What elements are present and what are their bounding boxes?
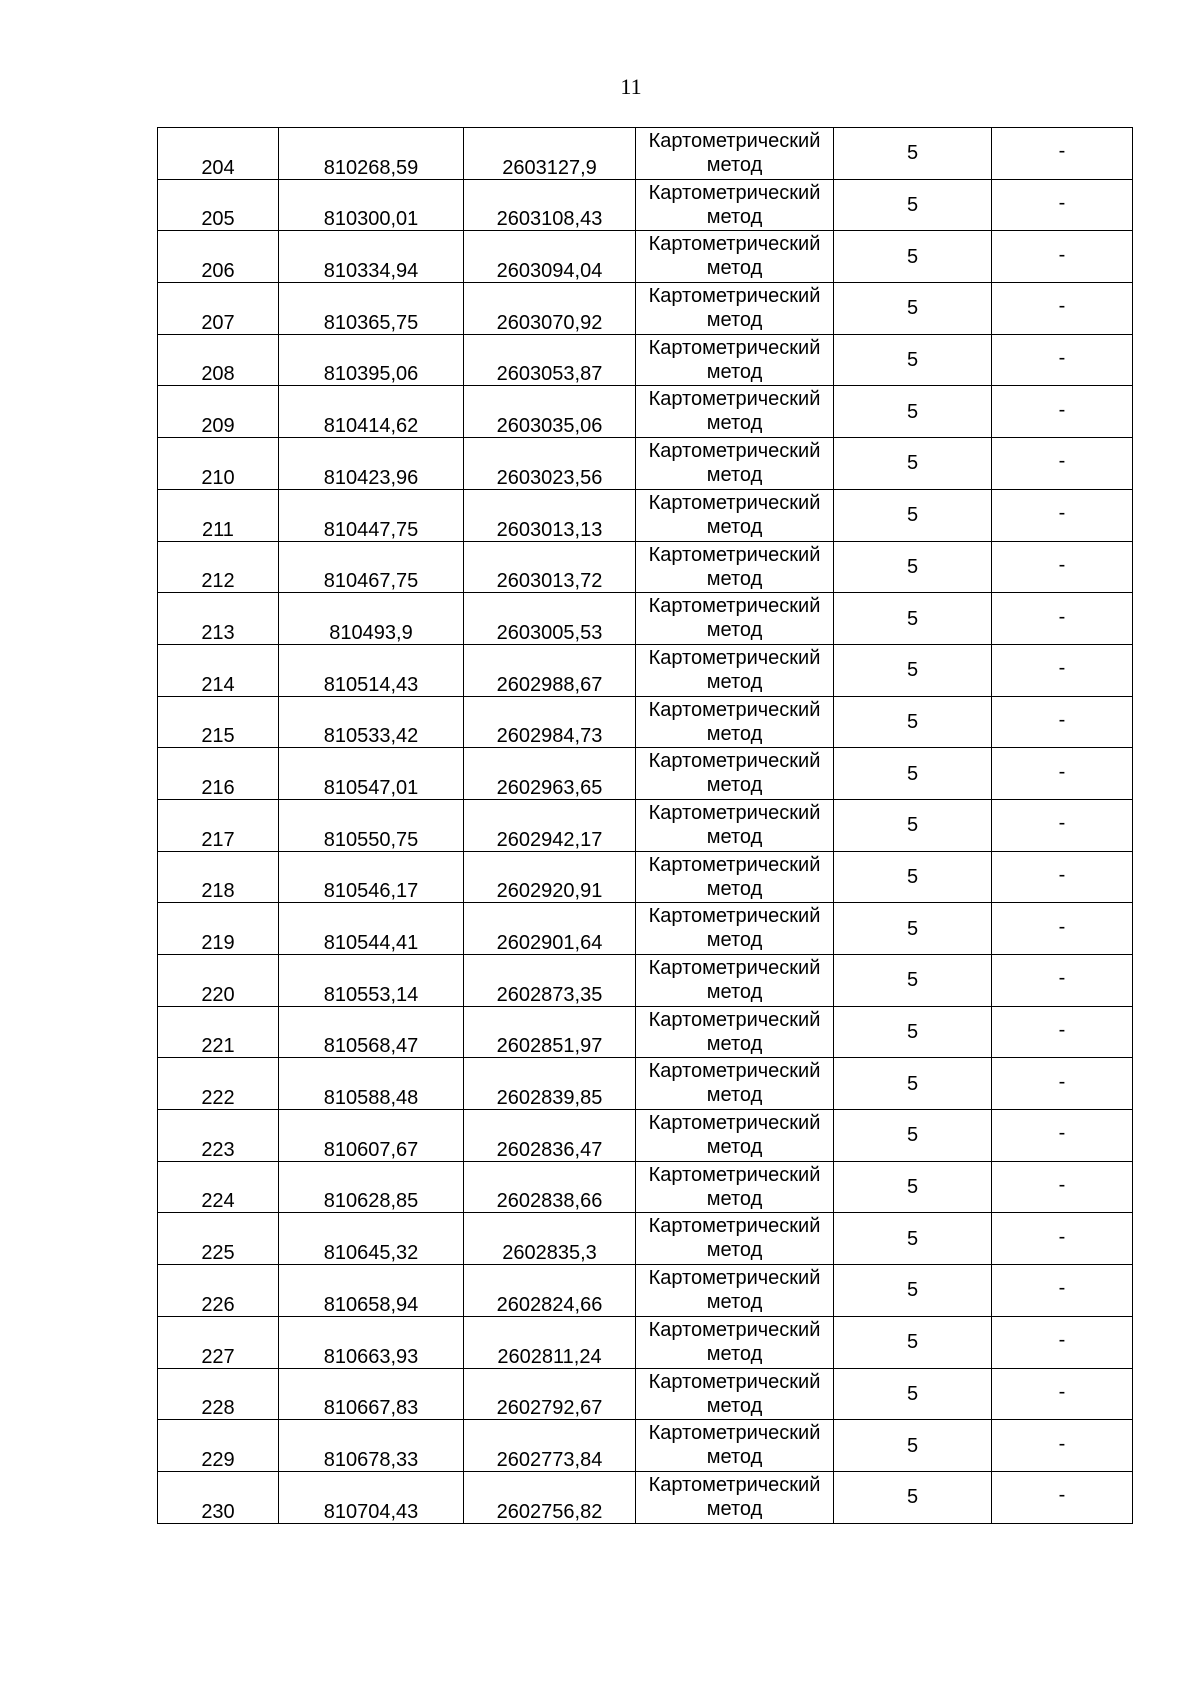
note-cell xyxy=(992,489,1133,541)
method-line-2: метод xyxy=(706,567,763,590)
method-line-1: Картометрический xyxy=(648,1163,821,1186)
method-line-1: Картометрический xyxy=(648,285,821,308)
accuracy-cell: 5 xyxy=(834,283,992,335)
accuracy-cell: 5 xyxy=(834,1316,992,1368)
method-line-2: метод xyxy=(706,464,763,487)
y-coordinate-cell: 2602920,91 xyxy=(464,851,636,903)
note-cell xyxy=(992,1420,1133,1472)
x-coordinate-cell: 810667,83 xyxy=(279,1368,464,1420)
note-text: - xyxy=(1058,812,1066,835)
method-cell xyxy=(636,179,834,231)
method-cell xyxy=(636,386,834,438)
method-line-1: Картометрический xyxy=(648,1267,821,1290)
method-line-1: Картометрический xyxy=(648,440,821,463)
method-cell xyxy=(636,903,834,955)
y-coordinate-cell: 2603094,04 xyxy=(464,231,636,283)
point-number-cell: 213 xyxy=(158,593,279,645)
method-line-2: метод xyxy=(706,1446,763,1469)
note-cell xyxy=(992,851,1133,903)
note-text: - xyxy=(1058,967,1066,990)
point-number-cell: 208 xyxy=(158,334,279,386)
x-coordinate-cell: 810553,14 xyxy=(279,955,464,1007)
note-text: - xyxy=(1058,1329,1066,1352)
y-coordinate-cell: 2602963,65 xyxy=(464,748,636,800)
method-line-1: Картометрический xyxy=(648,388,821,411)
note-cell xyxy=(992,231,1133,283)
method-cell xyxy=(636,128,834,180)
note-text: - xyxy=(1058,1277,1066,1300)
y-coordinate-cell: 2602851,97 xyxy=(464,1006,636,1058)
method-cell xyxy=(636,644,834,696)
method-line-2: метод xyxy=(706,1497,763,1520)
note-cell xyxy=(992,1265,1133,1317)
note-cell xyxy=(992,799,1133,851)
y-coordinate-cell: 2602838,66 xyxy=(464,1161,636,1213)
y-coordinate-cell: 2603023,56 xyxy=(464,438,636,490)
accuracy-cell: 5 xyxy=(834,644,992,696)
method-line-1: Картометрический xyxy=(648,646,821,669)
note-text: - xyxy=(1058,450,1066,473)
method-line-2: метод xyxy=(706,1187,763,1210)
note-cell xyxy=(992,1161,1133,1213)
table-row xyxy=(158,1471,1133,1523)
method-line-1: Картометрический xyxy=(648,336,821,359)
method-cell xyxy=(636,1316,834,1368)
method-cell xyxy=(636,541,834,593)
method-cell xyxy=(636,1058,834,1110)
note-cell xyxy=(992,128,1133,180)
table-row xyxy=(158,489,1133,541)
note-text: - xyxy=(1058,708,1066,731)
method-line-1: Картометрический xyxy=(648,698,821,721)
note-text: - xyxy=(1058,915,1066,938)
method-line-1: Картометрический xyxy=(648,1422,821,1445)
table-row xyxy=(158,1420,1133,1472)
note-text: - xyxy=(1058,1122,1066,1145)
method-line-1: Картометрический xyxy=(648,957,821,979)
table-row xyxy=(158,1058,1133,1110)
table-row xyxy=(158,593,1133,645)
method-line-1: Картометрический xyxy=(648,1112,821,1135)
accuracy-cell: 5 xyxy=(834,128,992,180)
point-number-cell: 220 xyxy=(158,955,279,1007)
method-cell xyxy=(636,1265,834,1317)
method-line-1: Картометрический xyxy=(648,595,821,618)
accuracy-cell: 5 xyxy=(834,1006,992,1058)
note-cell xyxy=(992,593,1133,645)
note-cell xyxy=(992,955,1133,1007)
method-line-1: Картометрический xyxy=(648,491,821,514)
method-cell xyxy=(636,1420,834,1472)
method-line-2: метод xyxy=(706,1342,763,1365)
table-row xyxy=(158,696,1133,748)
accuracy-cell: 5 xyxy=(834,541,992,593)
accuracy-cell: 5 xyxy=(834,438,992,490)
accuracy-cell: 5 xyxy=(834,903,992,955)
table-row xyxy=(158,1213,1133,1265)
method-line-1: Картометрический xyxy=(648,1060,821,1083)
method-line-2: метод xyxy=(706,877,763,900)
note-text: - xyxy=(1058,347,1066,370)
method-cell xyxy=(636,748,834,800)
method-line-2: метод xyxy=(706,412,763,435)
y-coordinate-cell: 2603005,53 xyxy=(464,593,636,645)
x-coordinate-cell: 810704,43 xyxy=(279,1471,464,1523)
note-cell xyxy=(992,541,1133,593)
x-coordinate-cell: 810607,67 xyxy=(279,1110,464,1162)
y-coordinate-cell: 2602811,24 xyxy=(464,1316,636,1368)
y-coordinate-cell: 2602839,85 xyxy=(464,1058,636,1110)
note-text: - xyxy=(1058,553,1066,576)
y-coordinate-cell: 2602984,73 xyxy=(464,696,636,748)
coordinates-table-body xyxy=(158,128,1133,1524)
method-line-2: метод xyxy=(706,309,763,332)
note-cell xyxy=(992,386,1133,438)
method-line-2: метод xyxy=(706,670,763,693)
table-row xyxy=(158,231,1133,283)
method-line-1: Картометрический xyxy=(648,130,821,152)
table-row xyxy=(158,1316,1133,1368)
method-line-1: Картометрический xyxy=(648,543,821,566)
point-number-cell: 215 xyxy=(158,696,279,748)
point-number-cell: 218 xyxy=(158,851,279,903)
method-line-1: Картометрический xyxy=(648,1008,821,1031)
accuracy-cell: 5 xyxy=(834,1420,992,1472)
note-cell xyxy=(992,1368,1133,1420)
x-coordinate-cell: 810447,75 xyxy=(279,489,464,541)
accuracy-cell: 5 xyxy=(834,231,992,283)
y-coordinate-cell: 2602824,66 xyxy=(464,1265,636,1317)
table-row xyxy=(158,903,1133,955)
accuracy-cell: 5 xyxy=(834,334,992,386)
x-coordinate-cell: 810544,41 xyxy=(279,903,464,955)
point-number-cell: 211 xyxy=(158,489,279,541)
note-text: - xyxy=(1058,1019,1066,1042)
method-cell xyxy=(636,696,834,748)
point-number-cell: 219 xyxy=(158,903,279,955)
note-cell xyxy=(992,334,1133,386)
x-coordinate-cell: 810414,62 xyxy=(279,386,464,438)
method-line-1: Картометрический xyxy=(648,1370,821,1393)
table-row xyxy=(158,1110,1133,1162)
x-coordinate-cell: 810568,47 xyxy=(279,1006,464,1058)
accuracy-cell: 5 xyxy=(834,1161,992,1213)
method-line-2: метод xyxy=(706,1032,763,1055)
method-line-1: Картометрический xyxy=(648,233,821,256)
point-number-cell: 212 xyxy=(158,541,279,593)
x-coordinate-cell: 810423,96 xyxy=(279,438,464,490)
table-row xyxy=(158,438,1133,490)
accuracy-cell: 5 xyxy=(834,851,992,903)
point-number-cell: 228 xyxy=(158,1368,279,1420)
y-coordinate-cell: 2603013,13 xyxy=(464,489,636,541)
method-line-2: метод xyxy=(706,722,763,745)
accuracy-cell: 5 xyxy=(834,955,992,1007)
x-coordinate-cell: 810546,17 xyxy=(279,851,464,903)
y-coordinate-cell: 2602901,64 xyxy=(464,903,636,955)
method-line-2: метод xyxy=(706,825,763,848)
method-line-2: метод xyxy=(706,154,763,176)
note-text: - xyxy=(1058,863,1066,886)
method-line-2: метод xyxy=(706,1394,763,1417)
accuracy-cell: 5 xyxy=(834,386,992,438)
note-text: - xyxy=(1058,1380,1066,1403)
method-line-1: Картометрический xyxy=(648,181,821,204)
note-text: - xyxy=(1058,605,1066,628)
method-line-2: метод xyxy=(706,929,763,952)
method-line-1: Картометрический xyxy=(648,801,821,824)
note-cell xyxy=(992,1110,1133,1162)
x-coordinate-cell: 810365,75 xyxy=(279,283,464,335)
note-cell xyxy=(992,1058,1133,1110)
method-cell xyxy=(636,1213,834,1265)
method-line-2: метод xyxy=(706,1136,763,1159)
y-coordinate-cell: 2602835,3 xyxy=(464,1213,636,1265)
method-line-1: Картометрический xyxy=(648,750,821,773)
method-line-2: метод xyxy=(706,205,763,228)
method-line-1: Картометрический xyxy=(648,1473,821,1496)
note-text: - xyxy=(1058,295,1066,318)
accuracy-cell: 5 xyxy=(834,696,992,748)
point-number-cell: 229 xyxy=(158,1420,279,1472)
note-text: - xyxy=(1058,243,1066,266)
method-line-2: метод xyxy=(706,1239,763,1262)
method-cell xyxy=(636,1006,834,1058)
point-number-cell: 225 xyxy=(158,1213,279,1265)
method-line-1: Картометрический xyxy=(648,1318,821,1341)
point-number-cell: 227 xyxy=(158,1316,279,1368)
accuracy-cell: 5 xyxy=(834,593,992,645)
table-row xyxy=(158,1265,1133,1317)
table-row xyxy=(158,1368,1133,1420)
method-cell xyxy=(636,955,834,1007)
y-coordinate-cell: 2603053,87 xyxy=(464,334,636,386)
note-text: - xyxy=(1058,502,1066,525)
x-coordinate-cell: 810493,9 xyxy=(279,593,464,645)
method-line-2: метод xyxy=(706,1291,763,1314)
method-cell xyxy=(636,283,834,335)
method-line-2: метод xyxy=(706,257,763,280)
point-number-cell: 206 xyxy=(158,231,279,283)
method-cell xyxy=(636,1110,834,1162)
x-coordinate-cell: 810467,75 xyxy=(279,541,464,593)
note-cell xyxy=(992,696,1133,748)
method-cell xyxy=(636,438,834,490)
point-number-cell: 207 xyxy=(158,283,279,335)
x-coordinate-cell: 810550,75 xyxy=(279,799,464,851)
x-coordinate-cell: 810645,32 xyxy=(279,1213,464,1265)
table-row xyxy=(158,1006,1133,1058)
y-coordinate-cell: 2602942,17 xyxy=(464,799,636,851)
note-cell xyxy=(992,644,1133,696)
point-number-cell: 221 xyxy=(158,1006,279,1058)
table-row xyxy=(158,128,1133,180)
x-coordinate-cell: 810533,42 xyxy=(279,696,464,748)
y-coordinate-cell: 2602988,67 xyxy=(464,644,636,696)
note-text: - xyxy=(1058,760,1066,783)
accuracy-cell: 5 xyxy=(834,1471,992,1523)
table-row xyxy=(158,851,1133,903)
accuracy-cell: 5 xyxy=(834,1058,992,1110)
x-coordinate-cell: 810658,94 xyxy=(279,1265,464,1317)
method-line-1: Картометрический xyxy=(648,853,821,876)
point-number-cell: 216 xyxy=(158,748,279,800)
note-text: - xyxy=(1058,398,1066,421)
y-coordinate-cell: 2602792,67 xyxy=(464,1368,636,1420)
accuracy-cell: 5 xyxy=(834,1213,992,1265)
point-number-cell: 209 xyxy=(158,386,279,438)
method-cell xyxy=(636,1161,834,1213)
note-cell xyxy=(992,903,1133,955)
table-row xyxy=(158,955,1133,1007)
point-number-cell: 217 xyxy=(158,799,279,851)
point-number-cell: 214 xyxy=(158,644,279,696)
y-coordinate-cell: 2603013,72 xyxy=(464,541,636,593)
x-coordinate-cell: 810678,33 xyxy=(279,1420,464,1472)
y-coordinate-cell: 2603108,43 xyxy=(464,179,636,231)
x-coordinate-cell: 810547,01 xyxy=(279,748,464,800)
point-number-cell: 230 xyxy=(158,1471,279,1523)
method-cell xyxy=(636,1368,834,1420)
x-coordinate-cell: 810300,01 xyxy=(279,179,464,231)
note-cell xyxy=(992,748,1133,800)
y-coordinate-cell: 2603127,9 xyxy=(464,128,636,180)
method-cell xyxy=(636,799,834,851)
note-text: - xyxy=(1058,1174,1066,1197)
point-number-cell: 226 xyxy=(158,1265,279,1317)
method-cell xyxy=(636,593,834,645)
table-row xyxy=(158,334,1133,386)
method-cell xyxy=(636,231,834,283)
table-row xyxy=(158,644,1133,696)
note-cell xyxy=(992,179,1133,231)
note-cell xyxy=(992,1316,1133,1368)
table-row xyxy=(158,179,1133,231)
method-cell xyxy=(636,334,834,386)
table-row xyxy=(158,283,1133,335)
y-coordinate-cell: 2602836,47 xyxy=(464,1110,636,1162)
method-line-2: метод xyxy=(706,981,763,1003)
table-row xyxy=(158,799,1133,851)
note-text: - xyxy=(1058,192,1066,215)
table-row xyxy=(158,748,1133,800)
accuracy-cell: 5 xyxy=(834,179,992,231)
y-coordinate-cell: 2602773,84 xyxy=(464,1420,636,1472)
note-text: - xyxy=(1058,1484,1066,1507)
accuracy-cell: 5 xyxy=(834,489,992,541)
method-cell xyxy=(636,1471,834,1523)
method-cell xyxy=(636,851,834,903)
note-text: - xyxy=(1058,657,1066,680)
x-coordinate-cell: 810628,85 xyxy=(279,1161,464,1213)
accuracy-cell: 5 xyxy=(834,1265,992,1317)
note-cell xyxy=(992,438,1133,490)
note-text: - xyxy=(1058,1432,1066,1455)
point-number-cell: 223 xyxy=(158,1110,279,1162)
point-number-cell: 222 xyxy=(158,1058,279,1110)
method-cell xyxy=(636,489,834,541)
y-coordinate-cell: 2602873,35 xyxy=(464,955,636,1007)
accuracy-cell: 5 xyxy=(834,1110,992,1162)
method-line-1: Картометрический xyxy=(648,905,821,928)
point-number-cell: 224 xyxy=(158,1161,279,1213)
x-coordinate-cell: 810334,94 xyxy=(279,231,464,283)
accuracy-cell: 5 xyxy=(834,799,992,851)
note-cell xyxy=(992,1471,1133,1523)
accuracy-cell: 5 xyxy=(834,748,992,800)
note-text: - xyxy=(1058,140,1066,163)
x-coordinate-cell: 810663,93 xyxy=(279,1316,464,1368)
y-coordinate-cell: 2603035,06 xyxy=(464,386,636,438)
method-line-2: метод xyxy=(706,360,763,383)
x-coordinate-cell: 810588,48 xyxy=(279,1058,464,1110)
x-coordinate-cell: 810395,06 xyxy=(279,334,464,386)
point-number-cell: 204 xyxy=(158,128,279,180)
method-line-2: метод xyxy=(706,1084,763,1107)
y-coordinate-cell: 2602756,82 xyxy=(464,1471,636,1523)
note-cell xyxy=(992,283,1133,335)
method-line-2: метод xyxy=(706,515,763,538)
coordinates-table xyxy=(157,127,1133,1524)
note-cell xyxy=(992,1213,1133,1265)
note-text: - xyxy=(1058,1070,1066,1093)
x-coordinate-cell: 810268,59 xyxy=(279,128,464,180)
x-coordinate-cell: 810514,43 xyxy=(279,644,464,696)
table-row xyxy=(158,386,1133,438)
method-line-1: Картометрический xyxy=(648,1215,821,1238)
note-cell xyxy=(992,1006,1133,1058)
method-line-2: метод xyxy=(706,774,763,797)
accuracy-cell: 5 xyxy=(834,1368,992,1420)
point-number-cell: 210 xyxy=(158,438,279,490)
y-coordinate-cell: 2603070,92 xyxy=(464,283,636,335)
point-number-cell: 205 xyxy=(158,179,279,231)
note-text: - xyxy=(1058,1225,1066,1248)
table-row xyxy=(158,1161,1133,1213)
method-line-2: метод xyxy=(706,619,763,642)
table-row xyxy=(158,541,1133,593)
page-number: 11 xyxy=(620,74,642,99)
